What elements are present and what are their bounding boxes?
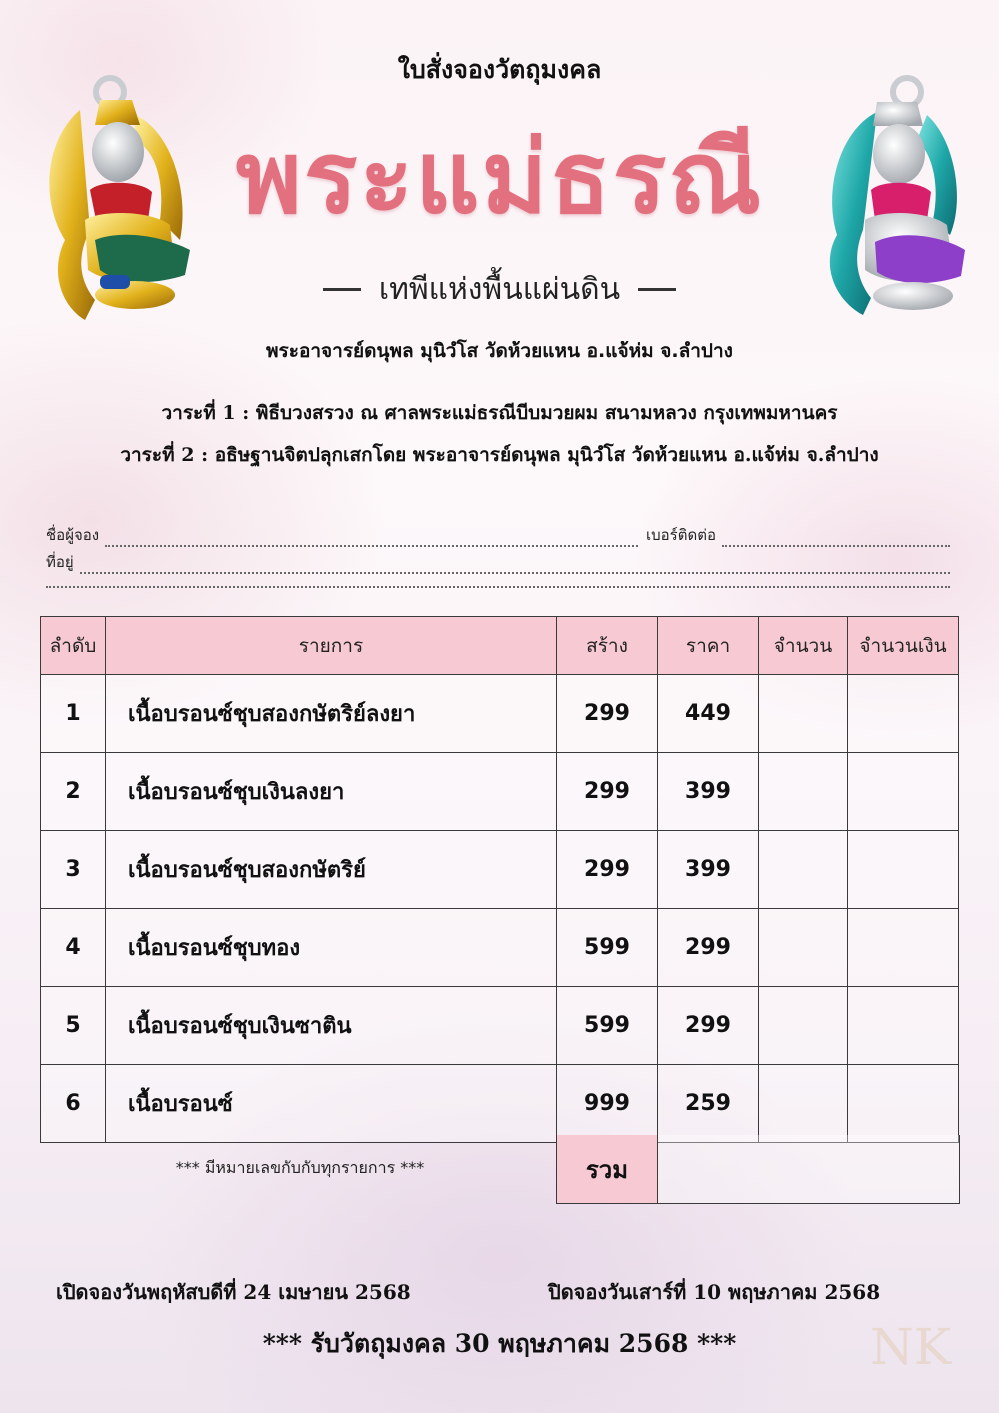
subtitle-row — [0, 266, 999, 313]
row-price: 399 — [658, 753, 759, 831]
header-built: สร้าง — [557, 617, 658, 675]
table-row — [41, 1065, 959, 1143]
row-built: 599 — [557, 909, 658, 987]
table-row — [41, 909, 959, 987]
row-amount-cell[interactable] — [848, 675, 959, 753]
address-dotted-line-2[interactable] — [46, 586, 950, 588]
row-price: 299 — [658, 909, 759, 987]
row-item: เนื้อบรอนซ์ชุบเงินซาติน — [106, 987, 557, 1065]
row-built: 299 — [557, 675, 658, 753]
row-amount-cell[interactable] — [848, 753, 959, 831]
name-label: ชื่อผู้จอง — [46, 526, 100, 544]
row-price: 299 — [658, 987, 759, 1065]
row-quantity-cell[interactable] — [759, 909, 848, 987]
row-quantity-cell[interactable] — [759, 831, 848, 909]
order-table — [40, 616, 959, 1143]
table-row — [41, 753, 959, 831]
row-amount-cell[interactable] — [848, 909, 959, 987]
phone-label: เบอร์ติดต่อ — [646, 526, 716, 544]
row-quantity-cell[interactable] — [759, 987, 848, 1065]
row-price: 399 — [658, 831, 759, 909]
watermark-logo: NK — [870, 1318, 952, 1376]
row-no: 3 — [41, 831, 106, 909]
header-price: ราคา — [658, 617, 759, 675]
row-item: เนื้อบรอนซ์ชุบทอง — [106, 909, 557, 987]
table-row — [41, 675, 959, 753]
row-no: 1 — [41, 675, 106, 753]
row-built: 299 — [557, 753, 658, 831]
header-no: ลำดับ — [41, 617, 106, 675]
header-item: รายการ — [106, 617, 557, 675]
address-dotted-line — [80, 558, 950, 574]
table-header-row — [41, 617, 959, 675]
row-quantity-cell[interactable] — [759, 753, 848, 831]
monk-line: พระอาจารย์ดนุพล มุนิวํโส วัดห้วยแหน อ.แจ้ห่ม จ.ลำปาง — [266, 340, 733, 362]
subtitle-line-right — [638, 288, 676, 291]
row-item: เนื้อบรอนซ์ชุบสองกษัตริย์ — [106, 831, 557, 909]
row-amount-cell[interactable] — [848, 987, 959, 1065]
row-built: 599 — [557, 987, 658, 1065]
row-quantity-cell[interactable] — [759, 675, 848, 753]
row-item: เนื้อบรอนซ์ชุบสองกษัตริย์ลงยา — [106, 675, 557, 753]
serial-note: *** มีหมายเลขกับกับทุกรายการ *** — [175, 1158, 425, 1177]
phone-field[interactable] — [646, 523, 950, 547]
row-no: 6 — [41, 1065, 106, 1143]
subtitle: เทพีแห่งพื้นแผ่นดิน — [378, 272, 621, 307]
header-quantity: จำนวน — [759, 617, 848, 675]
row-quantity-cell[interactable] — [759, 1065, 848, 1143]
name-dotted-line — [105, 531, 638, 547]
close-date: ปิดจองวันเสาร์ที่ 10 พฤษภาคม 2568 — [548, 1280, 881, 1304]
row-no: 5 — [41, 987, 106, 1065]
address-field[interactable] — [46, 550, 950, 574]
row-price: 259 — [658, 1065, 759, 1143]
row-no: 4 — [41, 909, 106, 987]
row-amount-cell[interactable] — [848, 831, 959, 909]
name-field[interactable] — [46, 523, 638, 547]
form-heading: ใบสั่งจองวัตถุมงคล — [397, 55, 602, 84]
session-1: วาระที่ 1 : พิธีบวงสรวง ณ ศาลพระแม่ธรณีบีบมวยผม สนามหลวง กรุงเทพมหานคร — [161, 402, 838, 424]
main-title: พระแม่ธรณี — [235, 119, 764, 236]
session-2: วาระที่ 2 : อธิษฐานจิตปลุกเสกโดย พระอาจารย์ดนุพล มุนิวํโส วัดห้วยแหน อ.แจ้ห่ม จ.ลำปาง — [120, 444, 879, 466]
total-box — [556, 1135, 960, 1204]
subtitle-line-left — [323, 288, 361, 291]
table-row — [41, 831, 959, 909]
total-label: รวม — [557, 1135, 658, 1203]
row-built: 999 — [557, 1065, 658, 1143]
receive-date: *** รับวัตถุมงคล 30 พฤษภาคม 2568 *** — [262, 1329, 737, 1358]
row-item: เนื้อบรอนซ์ — [106, 1065, 557, 1143]
row-built: 299 — [557, 831, 658, 909]
row-no: 2 — [41, 753, 106, 831]
row-amount-cell[interactable] — [848, 1065, 959, 1143]
table-row — [41, 987, 959, 1065]
address-label: ที่อยู่ — [46, 553, 74, 571]
total-value-cell[interactable] — [658, 1135, 959, 1203]
row-item: เนื้อบรอนซ์ชุบเงินลงยา — [106, 753, 557, 831]
header-amount: จำนวนเงิน — [848, 617, 959, 675]
phone-dotted-line — [722, 531, 950, 547]
open-date: เปิดจองวันพฤหัสบดีที่ 24 เมษายน 2568 — [56, 1280, 411, 1304]
row-price: 449 — [658, 675, 759, 753]
